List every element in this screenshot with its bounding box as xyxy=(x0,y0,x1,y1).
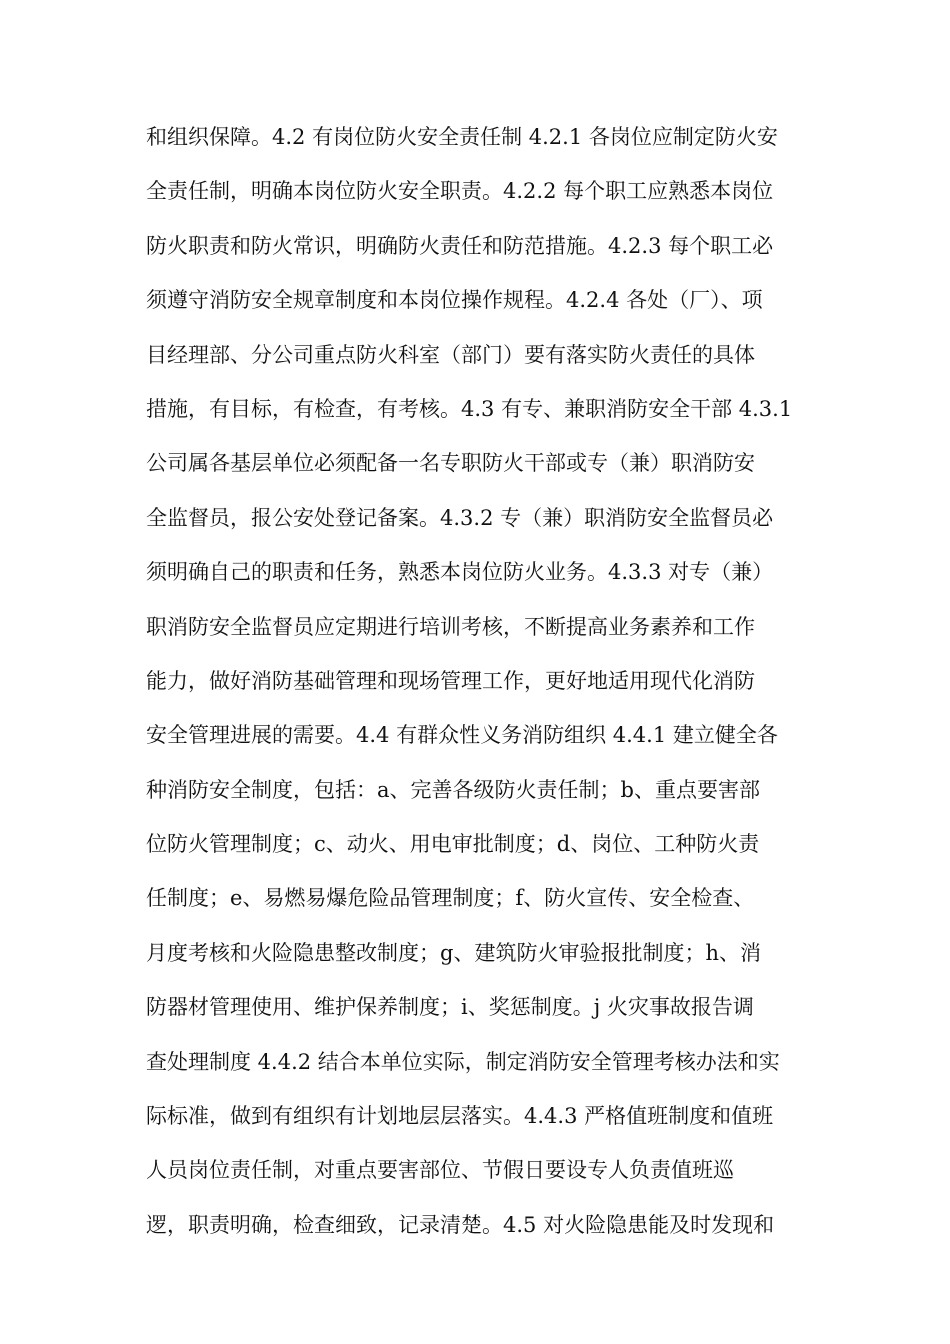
text-line: 月度考核和火险隐患整改制度；g、建筑防火审验报批制度；h、消 xyxy=(146,940,761,965)
text-line: 查处理制度 4.4.2 结合本单位实际，制定消防安全管理考核办法和实 xyxy=(146,1049,780,1074)
text-line: 防火职责和防火常识，明确防火责任和防范措施。4.2.3 每个职工必 xyxy=(146,233,774,258)
text-line: 安全管理进展的需要。4.4 有群众性义务消防组织 4.4.1 建立健全各 xyxy=(146,723,778,748)
text-line: 防器材管理使用、维护保养制度；i、奖惩制度。j 火灾事故报告调 xyxy=(146,995,754,1020)
body-text xyxy=(146,117,816,1259)
text-line: 人员岗位责任制，对重点要害部位、节假日要设专人负责值班巡 xyxy=(146,1158,734,1183)
text-line: 职消防安全监督员应定期进行培训考核，不断提高业务素养和工作 xyxy=(146,614,755,639)
text-line: 位防火管理制度；c、动火、用电审批制度；d、岗位、工种防火责 xyxy=(146,832,760,857)
text-line: 种消防安全制度，包括：a、完善各级防火责任制；b、重点要害部 xyxy=(146,777,760,802)
text-line: 须明确自己的职责和任务，熟悉本岗位防火业务。4.3.3 对专（兼） xyxy=(146,560,774,585)
text-line: 全监督员，报公安处登记备案。4.3.2 专（兼）职消防安全监督员必 xyxy=(146,505,774,530)
text-line: 际标准，做到有组织有计划地层层落实。4.4.3 严格值班制度和值班 xyxy=(146,1104,774,1129)
text-line: 公司属各基层单位必须配备一名专职防火干部或专（兼）职消防安 xyxy=(146,451,755,476)
text-line: 措施，有目标，有检查，有考核。4.3 有专、兼职消防安全干部 4.3.1 xyxy=(146,396,793,421)
text-line: 任制度；e、易燃易爆危险品管理制度；f、防火宣传、安全检查、 xyxy=(146,886,755,911)
text-line: 逻，职责明确，检查细致，记录清楚。4.5 对火险隐患能及时发现和 xyxy=(146,1212,775,1237)
text-line: 全责任制，明确本岗位防火安全职责。4.2.2 每个职工应熟悉本岗位 xyxy=(146,179,774,204)
text-line: 和组织保障。4.2 有岗位防火安全责任制 4.2.1 各岗位应制定防火安 xyxy=(146,125,778,149)
text-line: 能力，做好消防基础管理和现场管理工作，更好地适用现代化消防 xyxy=(146,668,755,693)
text-line: 目经理部、分公司重点防火科室（部门）要有落实防火责任的具体 xyxy=(146,342,755,367)
text-line: 须遵守消防安全规章制度和本岗位操作规程。4.2.4 各处（厂）、项 xyxy=(146,288,763,313)
